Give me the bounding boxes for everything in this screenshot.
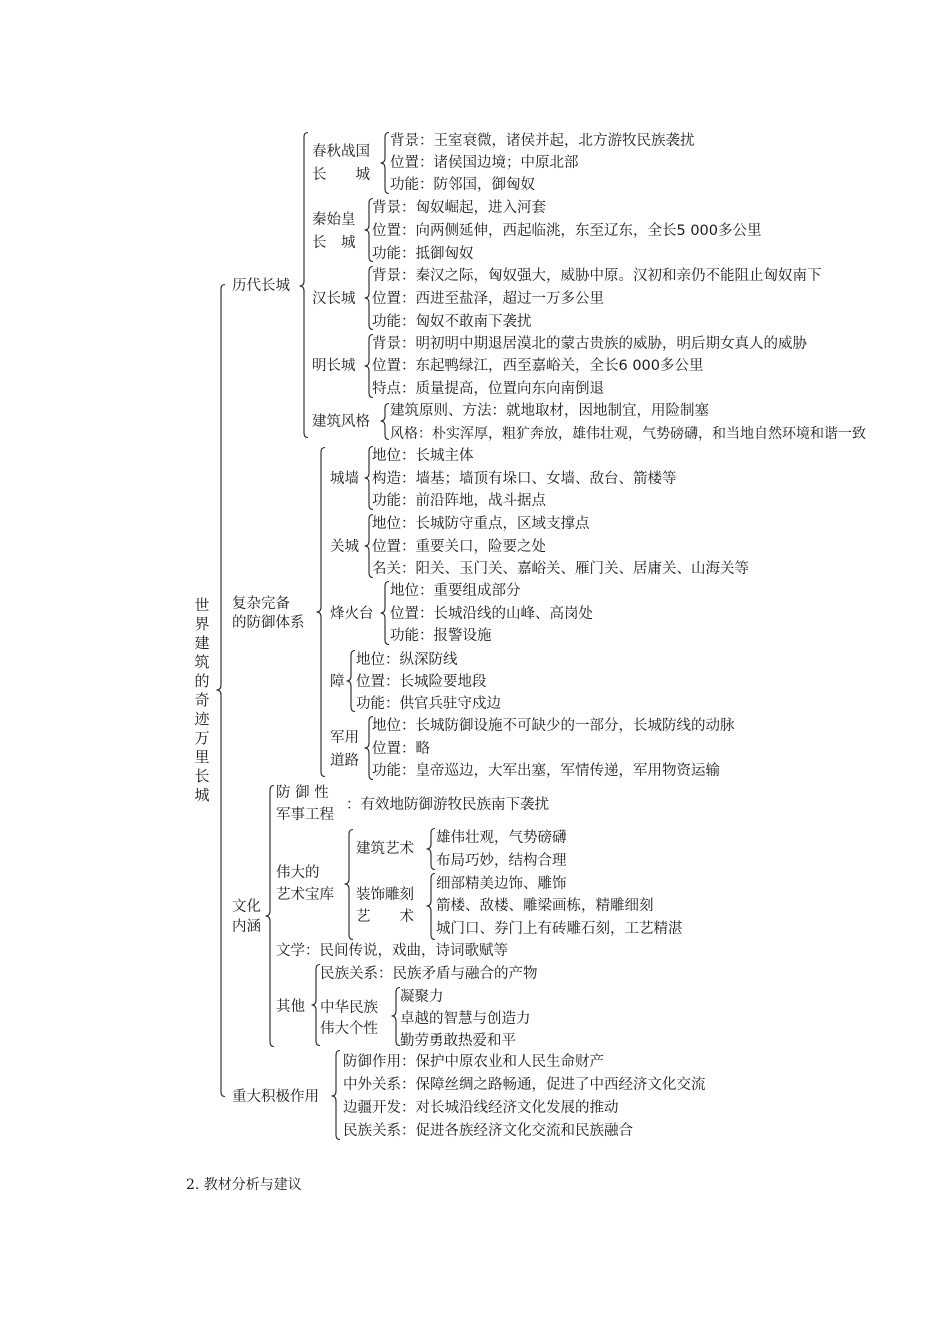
beacon-label: 烽火台 (330, 606, 374, 622)
history-brace (299, 132, 310, 439)
qin-item: 功能：抵御匈奴 (372, 246, 474, 262)
beacon-item: 功能：报警设施 (390, 628, 492, 644)
art-label-line1: 伟大的 (276, 865, 320, 881)
character-item: 卓越的智慧与创造力 (400, 1011, 531, 1027)
wall-item: 地位：长城主体 (372, 448, 474, 464)
beacon-item: 地位：重要组成部分 (390, 583, 521, 599)
defense-brace (316, 447, 327, 778)
barrier-item: 地位：纵深防线 (356, 652, 458, 668)
road-label-line1: 军用 (330, 730, 359, 746)
culture-brace (265, 785, 276, 1048)
role-label: 重大积极作用 (232, 1089, 319, 1105)
pass-item: 地位：长城防守重点，区域支撑点 (372, 516, 590, 532)
ming-item: 特点：质量提高，位置向东向南倒退 (372, 381, 604, 397)
role-item: 中外关系：保障丝绸之路畅通，促进了中西经济文化交流 (343, 1077, 706, 1093)
other-label: 其他 (276, 999, 305, 1015)
spring-label-line2: 长 城 (312, 167, 370, 183)
qin-item: 背景：匈奴崛起，进入河套 (372, 200, 546, 216)
deco-item: 细部精美边饰、雕饰 (436, 876, 567, 892)
road-item: 地位：长城防御设施不可缺少的一部分，长城防线的动脉 (372, 718, 735, 734)
deco-item: 城门口、券门上有砖雕石刻，工艺精湛 (436, 921, 683, 937)
role-item: 边疆开发：对长城沿线经济文化发展的推动 (343, 1100, 619, 1116)
military-label-line2: 军事工程 (276, 807, 334, 823)
spring-item: 功能：防邻国，御匈奴 (390, 177, 535, 193)
character-label-line1: 中华民族 (320, 1000, 378, 1016)
spring-item: 背景：王室衰微，诸侯并起，北方游牧民族袭扰 (390, 133, 695, 149)
section-heading: 2. 教材分析与建议 (186, 1177, 302, 1193)
road-item: 功能：皇帝巡边，大军出塞，军情传递，军用物资运输 (372, 763, 720, 779)
character-label-line2: 伟大个性 (320, 1021, 378, 1037)
han-item: 功能：匈奴不敢南下袭扰 (372, 314, 532, 330)
culture-label-line2: 内涵 (232, 919, 261, 935)
character-item: 勤劳勇敢热爱和平 (400, 1033, 516, 1049)
role-item: 防御作用：保护中原农业和人民生命财产 (343, 1054, 604, 1070)
arch-item: 布局巧妙，结构合理 (436, 853, 567, 869)
han-label: 汉长城 (312, 291, 356, 307)
wall-item: 构造：墙基；墙顶有垛口、女墙、敌台、箭楼等 (372, 471, 677, 487)
barrier-item: 功能：供官兵驻守戍边 (356, 696, 501, 712)
style-item: 建筑原则、方法：就地取材，因地制宜，用险制塞 (390, 403, 709, 419)
role-item: 民族关系：促进各族经济文化交流和民族融合 (343, 1123, 633, 1139)
barrier-label: 障 (330, 674, 345, 690)
beacon-item: 位置：长城沿线的山峰、高岗处 (390, 606, 593, 622)
wall-item: 功能：前沿阵地，战斗据点 (372, 493, 546, 509)
root-label: 世界建筑的奇迹万里长城 (194, 596, 210, 804)
arch-label: 建筑艺术 (356, 841, 414, 857)
arch-item: 雄伟壮观，气势磅礴 (436, 830, 567, 846)
deco-label-line2: 艺 术 (356, 909, 414, 925)
pass-label: 关城 (330, 539, 359, 555)
style-label: 建筑风格 (312, 414, 370, 430)
history-label: 历代长城 (232, 278, 290, 294)
pass-item: 位置：重要关口，险要之处 (372, 539, 546, 555)
han-item: 背景：秦汉之际，匈奴强大，威胁中原。汉初和亲仍不能阻止匈奴南下 (372, 268, 822, 284)
ming-label: 明长城 (312, 358, 356, 374)
qin-label-line1: 秦始皇 (312, 212, 356, 228)
qin-item: 位置：向两侧延伸，西起临洮，东至辽东，全长5 000多公里 (372, 223, 762, 239)
qin-label-line2: 长 城 (312, 235, 356, 251)
ethnic-text: 民族关系：民族矛盾与融合的产物 (320, 966, 538, 982)
military-text: ：有效地防御游牧民族南下袭扰 (346, 797, 549, 813)
character-item: 凝聚力 (400, 989, 444, 1005)
culture-label-line1: 文化 (232, 899, 261, 915)
spring-label-line1: 春秋战国 (312, 144, 370, 160)
road-item: 位置：略 (372, 741, 430, 757)
style-item: 风格：朴实浑厚，粗犷奔放，雄伟壮观，气势磅礴，和当地自然环境和谐一致 (390, 426, 866, 442)
ming-item: 位置：东起鸭绿江，西至嘉峪关，全长6 000多公里 (372, 358, 704, 374)
spring-item: 位置：诸侯国边境；中原北部 (390, 155, 579, 171)
deco-label-line1: 装饰雕刻 (356, 887, 414, 903)
root-brace (216, 284, 227, 1098)
art-label-line2: 艺术宝库 (276, 887, 334, 903)
wall-label: 城墙 (330, 471, 359, 487)
military-label-line1: 防 御 性 (276, 785, 329, 801)
literature-text: 文学：民间传说，戏曲，诗词歌赋等 (276, 943, 508, 959)
defense-label-line1: 复杂完备 (232, 596, 290, 612)
role-brace (331, 1050, 342, 1141)
barrier-item: 位置：长城险要地段 (356, 674, 487, 690)
deco-item: 箭楼、敌楼、雕梁画栋，精雕细刻 (436, 898, 654, 914)
han-item: 位置：西进至盐泽，超过一万多公里 (372, 291, 604, 307)
road-label-line2: 道路 (330, 753, 359, 769)
art-brace (344, 829, 355, 941)
pass-item: 名关：阳关、玉门关、嘉峪关、雁门关、居庸关、山海关等 (372, 561, 749, 577)
ming-item: 背景：明初明中期退居漠北的蒙古贵族的威胁，明后期女真人的威胁 (372, 336, 807, 352)
defense-label-line2: 的防御体系 (232, 615, 305, 631)
